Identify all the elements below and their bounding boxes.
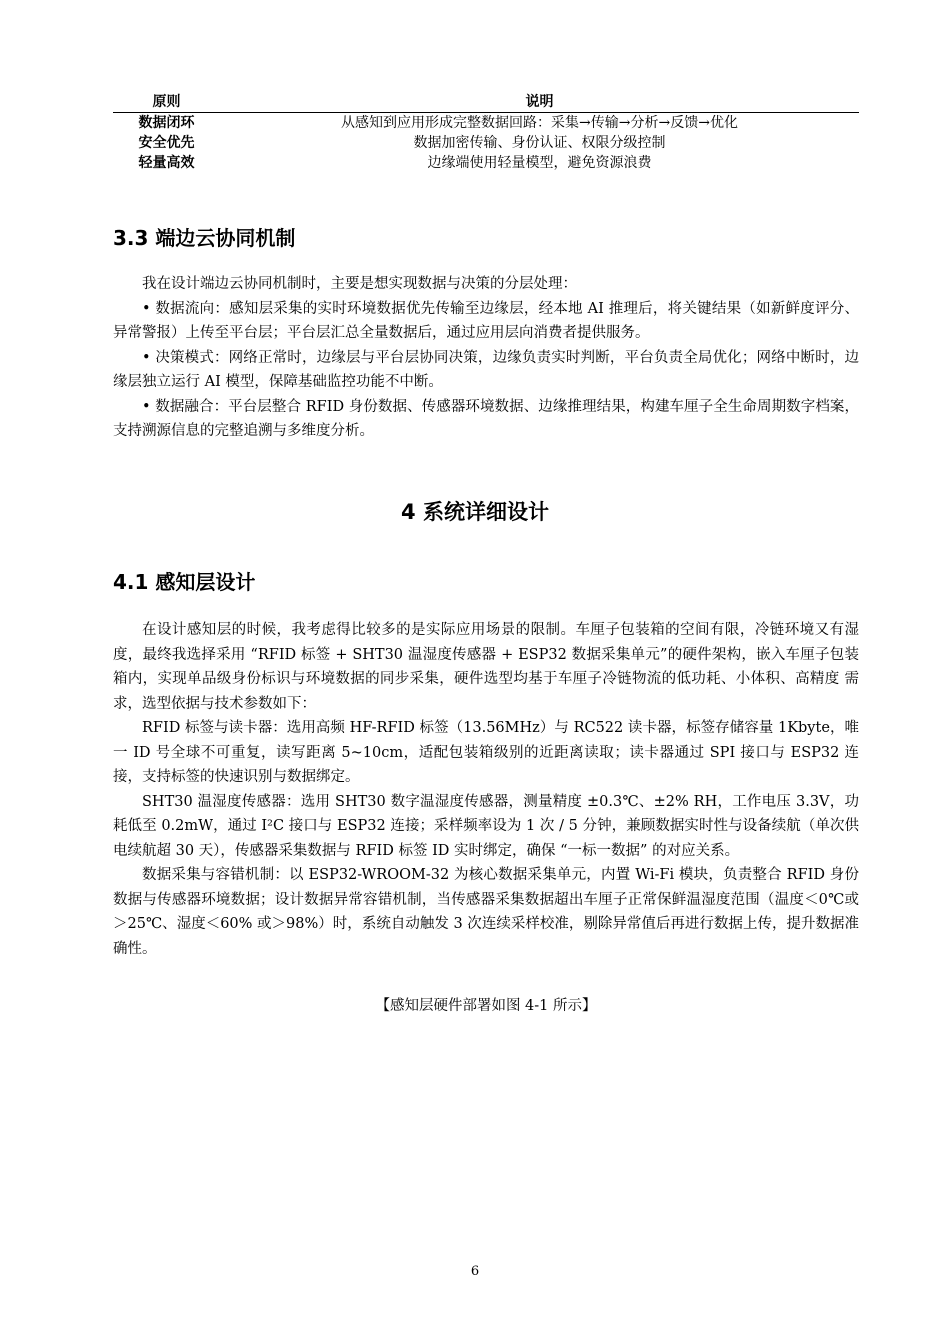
table-header-principle: 原则 bbox=[113, 92, 220, 113]
table-header-row bbox=[113, 92, 859, 113]
principles-table bbox=[113, 92, 859, 173]
paragraph: 我在设计端边云协同机制时，主要是想实现数据与决策的分层处理： bbox=[142, 276, 577, 292]
bullet-paragraph: • 决策模式：网络正常时，边缘层与平台层协同决策，边缘负责实时判断，平台负责全局优化；网络中断时，边缘层独立运行 AI 模型，保障基础监控功能不中断。 bbox=[113, 349, 859, 390]
paragraph: RFID 标签与读卡器：选用高频 HF-RFID 标签（13.56MHz）与 RC522 读卡器，标签存储容量 1Kbyte，唯一 ID 号全球不可重复，读写距离 5~10cm，适配包装箱级别的近距离读取；读卡器通过 SPI 接口与 ESP32 连接，支持标签的快速识别与数据绑定。 bbox=[113, 720, 859, 785]
table-cell-description: 边缘端使用轻量模型，避免资源浪费 bbox=[427, 155, 652, 171]
table-header-description: 说明 bbox=[220, 92, 859, 113]
table-row bbox=[113, 153, 859, 173]
paragraph: 数据采集与容错机制：以 ESP32-WROOM-32 为核心数据采集单元，内置 Wi-Fi 模块，负责整合 RFID 身份数据与传感器环境数据；设计数据异常容错机制，当传感器采集数据超出车厘子正常保鲜温湿度范围（温度＜0℃或＞25℃、湿度＜60% 或＞98%）时，系统自动触发 3 次连续采样校准，剔除异常值后再进行数据上传，提升数据准确性。 bbox=[113, 867, 859, 957]
table-row bbox=[113, 113, 859, 134]
page-number: 6 bbox=[470, 1264, 480, 1279]
table-cell-description: 从感知到应用形成完整数据回路：采集→传输→分析→反馈→优化 bbox=[341, 115, 738, 131]
table-cell-principle: 数据闭环 bbox=[138, 115, 195, 131]
figure-caption: 【感知层硬件部署如图 4-1 所示】 bbox=[375, 998, 597, 1014]
section-4-1-body bbox=[113, 618, 859, 961]
table-row bbox=[113, 133, 859, 153]
table-cell-description: 数据加密传输、身份认证、权限分级控制 bbox=[413, 135, 666, 151]
paragraph: 在设计感知层的时候，我考虑得比较多的是实际应用场景的限制。车厘子包装箱的空间有限，冷链环境又有湿度，最终我选择采用 “RFID 标签 + SHT30 温湿度传感器 + ESP32 数据采集单元”的硬件架构，嵌入车厘子包装箱内，实现单品级身份标识与环境数据的同步采集，硬件选型均基于车厘子冷链物流的低功耗、小体积、高精度 需求，选型依据与技术参数如下： bbox=[113, 622, 859, 712]
table-cell-principle: 安全优先 bbox=[138, 135, 195, 151]
table-cell-principle: 轻量高效 bbox=[138, 155, 195, 171]
section-heading-4-1: 4.1 感知层设计 bbox=[113, 570, 256, 594]
paragraph: SHT30 温湿度传感器：选用 SHT30 数字温湿度传感器，测量精度 ±0.3℃、±2% RH，工作电压 3.3V，功耗低至 0.2mW，通过 I²C 接口与 ESP32 连接；采样频率设为 1 次 / 5 分钟，兼顾数据实时性与设备续航（单次供电续航超 30 天），传感器采集数据与 RFID 标签 ID 实时绑定，确保 “一标一数据” 的对应关系。 bbox=[113, 793, 859, 859]
bullet-paragraph: • 数据流向：感知层采集的实时环境数据优先传输至边缘层，经本地 AI 推理后，将关键结果（如新鲜度评分、异常警报）上传至平台层；平台层汇总全量数据后，通过应用层向消费者提供服务。 bbox=[113, 300, 859, 341]
section-3-3-body bbox=[113, 272, 859, 444]
chapter-heading-4: 4 系统详细设计 bbox=[401, 500, 549, 524]
bullet-paragraph: • 数据融合：平台层整合 RFID 身份数据、传感器环境数据、边缘推理结果，构建车厘子全生命周期数字档案，支持溯源信息的完整追溯与多维度分析。 bbox=[113, 398, 859, 439]
section-heading-3-3: 3.3 端边云协同机制 bbox=[113, 226, 296, 250]
